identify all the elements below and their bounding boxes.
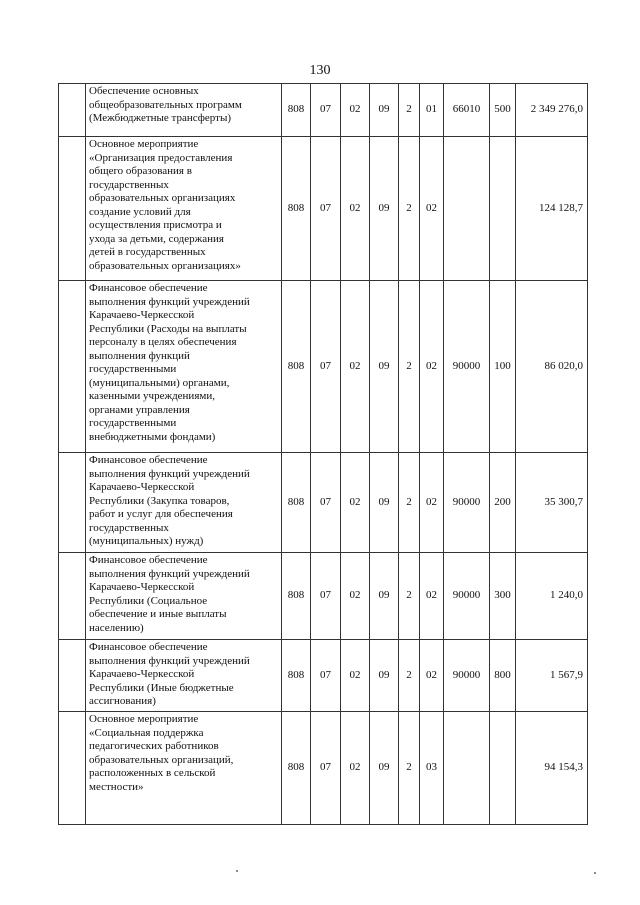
subprogram-code: 2 (399, 453, 420, 553)
description-cell (86, 84, 282, 137)
section-code: 07 (311, 712, 341, 825)
subprogram-code: 2 (399, 553, 420, 640)
table-row (59, 137, 588, 281)
description-cell (86, 712, 282, 825)
row-description: Основное мероприятие «Социальная поддержка педагогических работников образовательных организаций, расположенных в сельской местности» (89, 713, 234, 793)
amount: 124 128,7 (516, 137, 588, 281)
subsection-code: 02 (341, 137, 370, 281)
row-description: Обеспечение основных общеобразовательных программ (Межбюджетные трансферты) (89, 85, 242, 124)
number-cell (59, 640, 86, 712)
program-code: 09 (370, 640, 399, 712)
measure-code: 03 (420, 712, 444, 825)
subsection-code: 02 (341, 281, 370, 453)
amount: 1 240,0 (516, 553, 588, 640)
expense-type-code (490, 712, 516, 825)
row-description: Финансовое обеспечение выполнения функций учреждений Карачаево-Черкесской Республики (Расходы на выплаты персоналу в целях обеспечения выполнения функций государственными (муниципальными) органами, казенными учреждениями, органами управления государственными внебюджетными фондами) (89, 282, 250, 443)
subprogram-code: 2 (399, 84, 420, 137)
scan-speck (594, 872, 596, 874)
section-code: 07 (311, 281, 341, 453)
ministry-code: 808 (282, 553, 311, 640)
amount: 1 567,9 (516, 640, 588, 712)
description-cell (86, 453, 282, 553)
ministry-code: 808 (282, 712, 311, 825)
description-cell (86, 640, 282, 712)
program-code: 09 (370, 553, 399, 640)
subsection-code: 02 (341, 640, 370, 712)
ministry-code: 808 (282, 453, 311, 553)
subsection-code: 02 (341, 553, 370, 640)
expense-type-code (490, 137, 516, 281)
direction-code: 90000 (444, 640, 490, 712)
expense-type-code: 500 (490, 84, 516, 137)
number-cell (59, 84, 86, 137)
section-code: 07 (311, 84, 341, 137)
program-code: 09 (370, 281, 399, 453)
page-number: 130 (309, 63, 331, 78)
section-code: 07 (311, 640, 341, 712)
direction-code: 66010 (444, 84, 490, 137)
expense-type-code: 100 (490, 281, 516, 453)
subsection-code: 02 (341, 84, 370, 137)
amount: 2 349 276,0 (516, 84, 588, 137)
program-code: 09 (370, 137, 399, 281)
direction-code: 90000 (444, 281, 490, 453)
description-cell (86, 281, 282, 453)
direction-code (444, 137, 490, 281)
table-row (59, 84, 588, 137)
row-description: Финансовое обеспечение выполнения функций учреждений Карачаево-Черкесской Республики (Иные бюджетные ассигнования) (89, 641, 250, 707)
measure-code: 02 (420, 137, 444, 281)
description-cell (86, 553, 282, 640)
subsection-code: 02 (341, 453, 370, 553)
number-cell (59, 281, 86, 453)
row-description: Основное мероприятие «Организация предоставления общего образования в государственных образовательных организациях создание условий для осуществления присмотра и ухода за детьми, содержания детей в государственных образовательных организациях» (89, 138, 241, 272)
expense-type-code: 800 (490, 640, 516, 712)
number-cell (59, 712, 86, 825)
table-row (59, 553, 588, 640)
measure-code: 02 (420, 281, 444, 453)
table-row (59, 640, 588, 712)
direction-code: 90000 (444, 553, 490, 640)
ministry-code: 808 (282, 640, 311, 712)
direction-code: 90000 (444, 453, 490, 553)
number-cell (59, 453, 86, 553)
table-row (59, 453, 588, 553)
section-code: 07 (311, 453, 341, 553)
program-code: 09 (370, 84, 399, 137)
budget-table (58, 83, 588, 825)
scan-speck (236, 870, 238, 872)
row-description: Финансовое обеспечение выполнения функций учреждений Карачаево-Черкесской Республики (Закупка товаров, работ и услуг для обеспечения государственных (муниципальных) нужд) (89, 454, 250, 547)
program-code: 09 (370, 712, 399, 825)
measure-code: 02 (420, 453, 444, 553)
ministry-code: 808 (282, 281, 311, 453)
amount: 35 300,7 (516, 453, 588, 553)
description-cell (86, 137, 282, 281)
number-cell (59, 553, 86, 640)
subprogram-code: 2 (399, 137, 420, 281)
expense-type-code: 300 (490, 553, 516, 640)
subprogram-code: 2 (399, 281, 420, 453)
subprogram-code: 2 (399, 712, 420, 825)
subsection-code: 02 (341, 712, 370, 825)
number-cell (59, 137, 86, 281)
section-code: 07 (311, 137, 341, 281)
direction-code (444, 712, 490, 825)
expense-type-code: 200 (490, 453, 516, 553)
row-description: Финансовое обеспечение выполнения функций учреждений Карачаево-Черкесской Республики (Социальное обеспечение и иные выплаты населению) (89, 554, 250, 634)
ministry-code: 808 (282, 137, 311, 281)
program-code: 09 (370, 453, 399, 553)
section-code: 07 (311, 553, 341, 640)
ministry-code: 808 (282, 84, 311, 137)
subprogram-code: 2 (399, 640, 420, 712)
measure-code: 02 (420, 553, 444, 640)
table-row (59, 712, 588, 825)
table-row (59, 281, 588, 453)
measure-code: 01 (420, 84, 444, 137)
measure-code: 02 (420, 640, 444, 712)
amount: 94 154,3 (516, 712, 588, 825)
amount: 86 020,0 (516, 281, 588, 453)
